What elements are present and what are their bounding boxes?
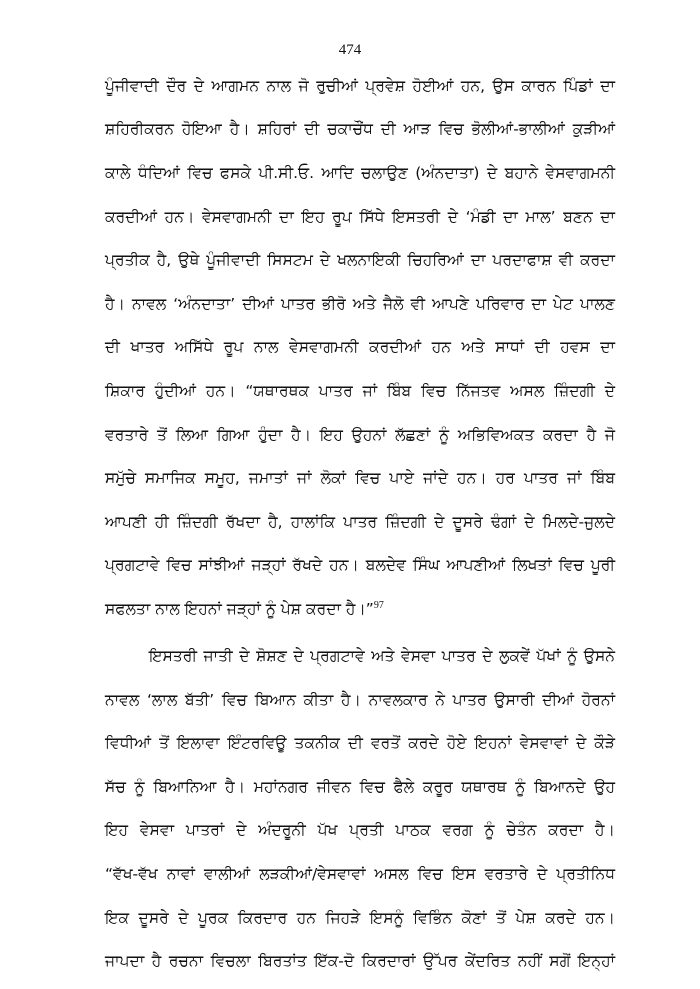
text-line: ਪੂੰਜੀਵਾਦੀ ਦੌਰ ਦੇ ਆਗਮਨ ਨਾਲ ਜੋ ਰੁਚੀਆਂ ਪ੍ਰਵੇਸ਼ ਹੋਈਆਂ ਹਨ, ਉਸ ਕਾਰਨ ਪਿੰਡਾਂ ਦਾ — [105, 77, 615, 95]
text-line: ਆਪਣੀ ਹੀ ਜ਼ਿੰਦਗੀ ਰੱਖਦਾ ਹੈ, ਹਾਲਾਂਕਿ ਪਾਤਰ ਜ਼ਿੰਦਗੀ ਦੇ ਦੂਸਰੇ ਢੰਗਾਂ ਦੇ ਮਿਲਦੇ-ਜੁਲਦੇ — [105, 513, 615, 531]
text-line: ਕਰਦੀਆਂ ਹਨ। ਵੇਸਵਾਗਮਨੀ ਦਾ ਇਹ ਰੂਪ ਸਿੱਧੇ ਇਸਤਰੀ ਦੇ ‘ਮੰਡੀ ਦਾ ਮਾਲ’ ਬਣਨ ਦਾ — [105, 208, 615, 226]
text-line: ਇਹ ਵੇਸਵਾ ਪਾਤਰਾਂ ਦੇ ਅੰਦਰੂਨੀ ਪੱਖ ਪ੍ਰਤੀ ਪਾਠਕ ਵਰਗ ਨੂੰ ਚੇਤੰਨ ਕਰਦਾ ਹੈ। — [105, 821, 615, 839]
text-line: ਨਾਵਲ ‘ਲਾਲ ਬੱਤੀ’ ਵਿਚ ਬਿਆਨ ਕੀਤਾ ਹੈ। ਨਾਵਲਕਾਰ ਨੇ ਪਾਤਰ ਉਸਾਰੀ ਦੀਆਂ ਹੋਰਨਾਂ — [105, 691, 615, 709]
text-line: ਸੱਚ ਨੂੰ ਬਿਆਨਿਆ ਹੈ। ਮਹਾਂਨਗਰ ਜੀਵਨ ਵਿਚ ਫੈਲੇ ਕਰੂਰ ਯਥਾਰਥ ਨੂੰ ਬਿਆਨਦੇ ਉਹ — [105, 778, 615, 796]
text-line: ਸ਼ਹਿਰੀਕਰਨ ਹੋਇਆ ਹੈ। ਸ਼ਹਿਰਾਂ ਦੀ ਚਕਾਚੌਂਧ ਦੀ ਆੜ ਵਿਚ ਭੋਲੀਆਂ-ਭਾਲੀਆਂ ਕੁੜੀਆਂ — [105, 120, 615, 138]
footnote-reference[interactable]: 97 — [373, 599, 384, 611]
page-number: 474 — [338, 42, 362, 58]
text-line: ਪ੍ਰਤੀਕ ਹੈ, ਉਥੇ ਪੂੰਜੀਵਾਦੀ ਸਿਸਟਮ ਦੇ ਖਲਨਾਇਕੀ ਚਿਹਰਿਆਂ ਦਾ ਪਰਦਾਫਾਸ਼ ਵੀ ਕਰਦਾ — [105, 251, 615, 269]
text-line-indented: ਇਸਤਰੀ ਜਾਤੀ ਦੇ ਸ਼ੋਸ਼ਣ ਦੇ ਪ੍ਰਗਟਾਵੇ ਅਤੇ ਵੇਸਵਾ ਪਾਤਰ ਦੇ ਲੁਕਵੇਂ ਪੱਖਾਂ ਨੂੰ ਉਸਨੇ — [149, 647, 615, 665]
text-line: ਇਕ ਦੂਸਰੇ ਦੇ ਪੂਰਕ ਕਿਰਦਾਰ ਹਨ ਜਿਹੜੇ ਇਸਨੂੰ ਵਿਭਿੰਨ ਕੋਣਾਂ ਤੋਂ ਪੇਸ਼ ਕਰਦੇ ਹਨ। — [105, 909, 615, 927]
text-line: ਪ੍ਰਗਟਾਵੇ ਵਿਚ ਸਾਂਝੀਆਂ ਜੜ੍ਹਾਂ ਰੱਖਦੇ ਹਨ। ਬਲਦੇਵ ਸਿੰਘ ਆਪਣੀਆਂ ਲਿਖਤਾਂ ਵਿਚ ਪੂਰੀ — [105, 556, 615, 574]
text-line-content: ਸਫਲਤਾ ਨਾਲ ਇਹਨਾਂ ਜੜ੍ਹਾਂ ਨੂੰ ਪੇਸ਼ ਕਰਦਾ ਹੈ।” — [105, 600, 374, 618]
text-line: ਹੈ। ਨਾਵਲ ‘ਅੰਨਦਾਤਾ’ ਦੀਆਂ ਪਾਤਰ ਭੀਰੋ ਅਤੇ ਜੈਲੋ ਵੀ ਆਪਣੇ ਪਰਿਵਾਰ ਦਾ ਪੇਟ ਪਾਲਣ — [105, 295, 615, 313]
text-line: “ਵੱਖ-ਵੱਖ ਨਾਵਾਂ ਵਾਲੀਆਂ ਲੜਕੀਆਂ/ਵੇਸਵਾਵਾਂ ਅਸਲ ਵਿਚ ਇਸ ਵਰਤਾਰੇ ਦੇ ਪ੍ਰਤੀਨਿਧ — [105, 865, 615, 883]
text-line-last — [105, 599, 615, 619]
text-line: ਦੀ ਖਾਤਰ ਅਸਿੱਧੇ ਰੂਪ ਨਾਲ ਵੇਸਵਾਗਮਨੀ ਕਰਦੀਆਂ ਹਨ ਅਤੇ ਸਾਧਾਂ ਦੀ ਹਵਸ ਦਾ — [105, 338, 615, 356]
text-line: ਜਾਪਦਾ ਹੈ ਰਚਨਾ ਵਿਚਲਾ ਬਿਰਤਾਂਤ ਇੱਕ-ਦੋ ਕਿਰਦਾਰਾਂ ਉੱਪਰ ਕੇਂਦਰਿਤ ਨਹੀਂ ਸਗੋਂ ਇਨ੍ਹਾਂ — [105, 952, 615, 970]
text-line: ਸ਼ਿਕਾਰ ਹੁੰਦੀਆਂ ਹਨ। “ਯਥਾਰਥਕ ਪਾਤਰ ਜਾਂ ਬਿੰਬ ਵਿਚ ਨਿੱਜਤਵ ਅਸਲ ਜ਼ਿੰਦਗੀ ਦੇ — [105, 382, 615, 400]
text-line: ਵਿਧੀਆਂ ਤੋਂ ਇਲਾਵਾ ਇੰਟਰਵਿਊ ਤਕਨੀਕ ਦੀ ਵਰਤੋਂ ਕਰਦੇ ਹੋਏ ਇਹਨਾਂ ਵੇਸਵਾਵਾਂ ਦੇ ਕੌੜੇ — [105, 734, 615, 752]
text-line: ਵਰਤਾਰੇ ਤੋਂ ਲਿਆ ਗਿਆ ਹੁੰਦਾ ਹੈ। ਇਹ ਉਹਨਾਂ ਲੱਛਣਾਂ ਨੂੰ ਅਭਿਵਿਅਕਤ ਕਰਦਾ ਹੈ ਜੋ — [105, 426, 615, 444]
text-line: ਸਮੁੱਚੇ ਸਮਾਜਿਕ ਸਮੂਹ, ਜਮਾਤਾਂ ਜਾਂ ਲੋਕਾਂ ਵਿਚ ਪਾਏ ਜਾਂਦੇ ਹਨ। ਹਰ ਪਾਤਰ ਜਾਂ ਬਿੰਬ — [105, 469, 615, 487]
text-line: ਕਾਲੇ ਧੰਦਿਆਂ ਵਿਚ ਫਸਕੇ ਪੀ.ਸੀ.ਓ. ਆਦਿ ਚਲਾਉਣ (ਅੰਨਦਾਤਾ) ਦੇ ਬਹਾਨੇ ਵੇਸਵਾਗਮਨੀ — [105, 164, 615, 182]
